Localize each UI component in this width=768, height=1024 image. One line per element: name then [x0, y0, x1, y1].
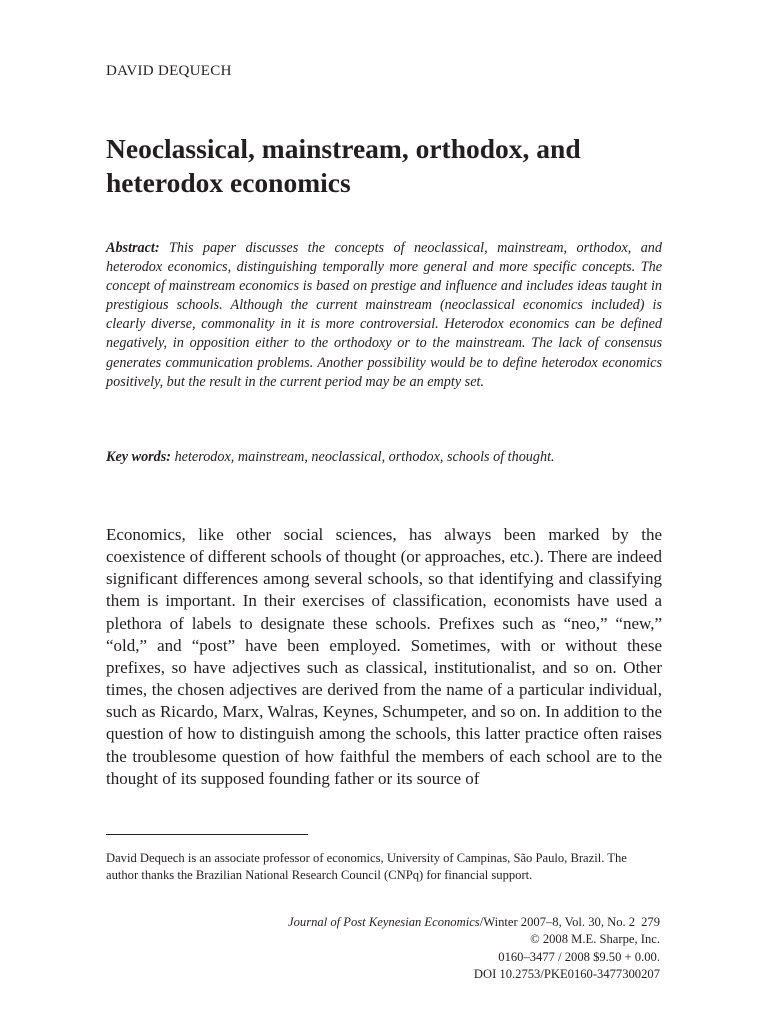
copyright-line: © 2008 M.E. Sharpe, Inc. [530, 932, 660, 947]
abstract-text: This paper discusses the concepts of neoclassical, mainstream, orthodox, and heterodox economics, distinguishing temporally more general and more specific concepts. The concept of mainstream economics is based on prestige and influence and includes ideas taught in prestigious schools. Although the current mainstream (neoclassical economics included) is clearly diverse, commonality in it is more controversial. Heterodox economics can be defined negatively, in opposition either to the orthodoxy or to the mainstream. The lack of consensus generates communication problems. Another possibility would be to define heterodox economics positively, but the result in the current period may be an empty set. [106, 240, 662, 390]
page-number: 279 [641, 915, 660, 929]
keywords-text: heterodox, mainstream, neoclassical, orthodox, schools of thought. [174, 449, 555, 465]
journal-citation-line [180, 914, 660, 931]
running-head-author: DAVID DEQUECH [106, 63, 232, 79]
author-footnote: David Dequech is an associate professor of economics, University of Campinas, São Paulo, Brazil. The author thanks the Brazilian National Research Council (CNPq) for financial support. [106, 851, 627, 882]
journal-page [106, 0, 662, 1024]
keywords [106, 448, 662, 467]
abstract [106, 239, 662, 392]
issn-price-line: 0160–3477 / 2008 $9.50 + 0.00. [498, 949, 660, 964]
keywords-label: Key words: [106, 449, 172, 465]
abstract-label: Abstract: [106, 240, 160, 256]
body-paragraph: Economics, like other social sciences, has always been marked by the coexistence of different schools of thought (or approaches, etc.). There are indeed significant differences among several schools, so that identifying and classifying them is important. In their exercises of classification, economists have used a plethora of labels to designate these schools. Prefixes such as “neo,” “new,” “old,” and “post” have been employed. Sometimes, with or without these prefixes, so have adjectives such as classical, institutionalist, and so on. Other times, the chosen adjectives are derived from the name of a particular individual, such as Ricardo, Marx, Walras, Keynes, Schumpeter, and so on. In addition to the question of how to distinguish among the schools, this latter practice often raises the troublesome question of how faithful the members of each school are to the thought of its supposed founding father or its source of [106, 525, 662, 788]
footnote-divider [106, 834, 308, 835]
article-title-line-2: heterodox economics [106, 167, 351, 198]
article-title [106, 132, 662, 200]
article-title-line-1: Neoclassical, mainstream, orthodox, and [106, 133, 581, 164]
journal-issue: /Winter 2007–8, Vol. 30, No. 2 [479, 915, 636, 929]
doi-line: DOI 10.2753/PKE0160-3477300207 [473, 966, 660, 981]
journal-name: Journal of Post Keynesian Economics [288, 915, 480, 929]
journal-imprint [180, 914, 660, 983]
